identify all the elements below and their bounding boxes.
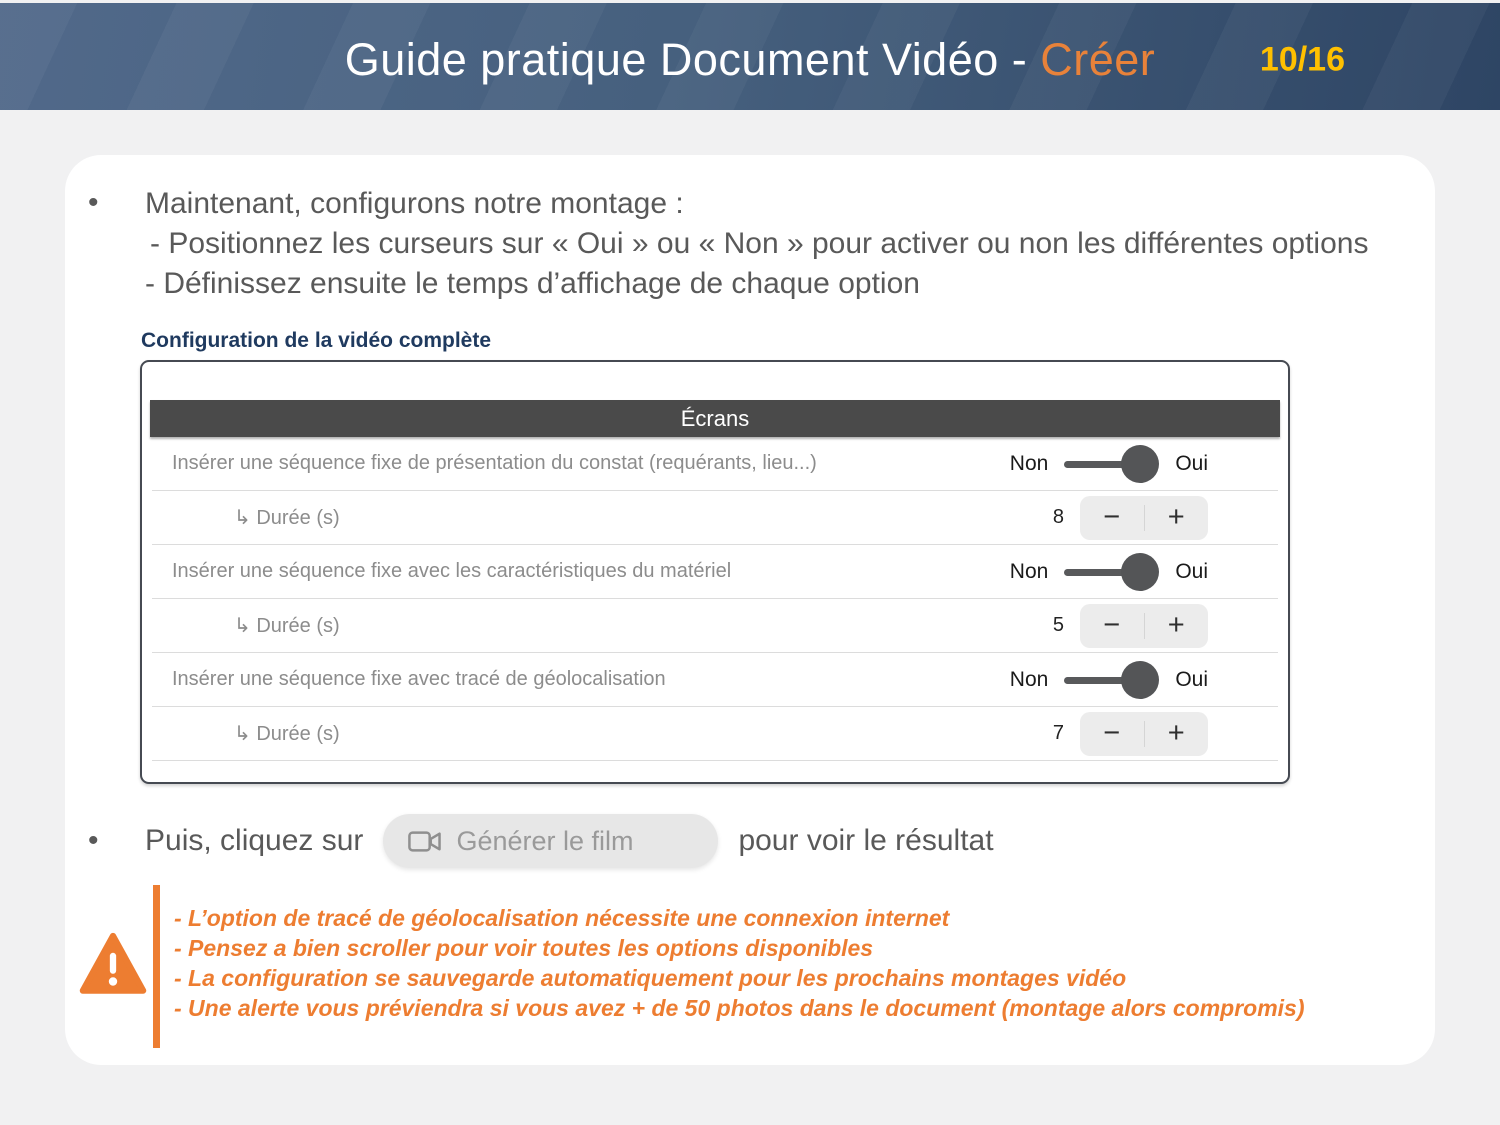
duration-value: 5 — [1052, 614, 1064, 636]
generate-text-after: pour voir le résultat — [738, 824, 994, 857]
option-row-presentation — [152, 437, 1278, 491]
config-panel-label: Configuration de la vidéo complète — [141, 329, 492, 352]
section-header-ecrans: Écrans — [150, 400, 1280, 437]
intro-text — [145, 184, 1368, 304]
option-row-materiel — [152, 545, 1278, 599]
generate-film-button[interactable] — [383, 814, 718, 868]
warning-line: - La configuration se sauvegarde automatiquement pour les prochains montages vidéo — [174, 965, 1127, 991]
intro-title: Maintenant, configurons notre montage : — [145, 187, 684, 220]
toggle-off-label: Non — [1009, 667, 1049, 691]
duration-label: ↳ Durée (s) — [234, 615, 340, 637]
duration-row-presentation — [152, 491, 1278, 545]
minus-button[interactable]: − — [1103, 609, 1121, 641]
warning-accent-bar — [153, 885, 160, 1048]
warning-lines — [160, 885, 1305, 1048]
duration-label: ↳ Durée (s) — [234, 507, 340, 529]
minus-button[interactable]: − — [1103, 501, 1121, 533]
toggle-knob[interactable] — [1121, 661, 1159, 699]
toggle-geolocalisation[interactable] — [1010, 661, 1208, 699]
plus-button[interactable]: + — [1167, 717, 1185, 749]
generate-instruction — [88, 814, 994, 868]
intro-sub2: - Définissez ensuite le temps d’affichage de chaque option — [145, 267, 920, 300]
page-title-accent: Créer — [1040, 33, 1156, 85]
toggle-on-label: Oui — [1175, 667, 1208, 691]
page-indicator: 10/16 — [1259, 40, 1345, 79]
duration-value: 8 — [1052, 506, 1064, 528]
bullet-icon: • — [88, 824, 99, 857]
duration-stepper — [1080, 496, 1208, 540]
toggle-slider[interactable] — [1064, 553, 1159, 591]
duration-stepper — [1080, 712, 1208, 756]
option-label: Insérer une séquence fixe avec les caractéristiques du matériel — [172, 560, 732, 582]
video-camera-icon — [407, 828, 443, 855]
bullet-icon: • — [88, 186, 99, 219]
option-row-geolocalisation — [152, 653, 1278, 707]
generate-button-label: Générer le film — [456, 825, 634, 856]
toggle-knob[interactable] — [1121, 445, 1159, 483]
toggle-on-label: Oui — [1175, 559, 1208, 583]
page-title — [345, 28, 1156, 86]
content-card — [65, 155, 1435, 1065]
warning-line: - Une alerte vous préviendra si vous avez + de 50 photos dans le document (montage alors compromis) — [174, 995, 1305, 1021]
intro-block — [88, 184, 1368, 304]
config-panel — [140, 360, 1290, 784]
toggle-slider[interactable] — [1064, 445, 1159, 483]
option-label: Insérer une séquence fixe de présentation du constat (requérants, lieu...) — [172, 452, 817, 474]
minus-button[interactable]: − — [1103, 717, 1121, 749]
toggle-materiel[interactable] — [1010, 553, 1208, 591]
header-banner — [0, 3, 1500, 110]
warning-line: - L’option de tracé de géolocalisation nécessite une connexion internet — [174, 905, 950, 931]
toggle-presentation[interactable] — [1010, 445, 1208, 483]
toggle-on-label: Oui — [1175, 451, 1208, 475]
duration-stepper — [1080, 604, 1208, 648]
toggle-slider[interactable] — [1064, 661, 1159, 699]
intro-sub1: - Positionnez les curseurs sur « Oui » ou « Non » pour activer ou non les différentes options — [150, 227, 1369, 260]
plus-button[interactable]: + — [1167, 609, 1185, 641]
warnings-block — [78, 885, 1305, 1048]
duration-row-materiel — [152, 599, 1278, 653]
toggle-off-label: Non — [1009, 559, 1049, 583]
page-title-main: Guide pratique Document Vidéo - — [344, 33, 1041, 85]
plus-button[interactable]: + — [1167, 501, 1185, 533]
warning-line: - Pensez a bien scroller pour voir toutes les options disponibles — [174, 935, 874, 961]
generate-text-before: Puis, cliquez sur — [145, 824, 364, 857]
toggle-knob[interactable] — [1121, 553, 1159, 591]
duration-label: ↳ Durée (s) — [234, 723, 340, 745]
duration-row-geolocalisation — [152, 707, 1278, 761]
toggle-off-label: Non — [1009, 451, 1049, 475]
duration-value: 7 — [1052, 722, 1064, 744]
option-rows — [152, 437, 1278, 761]
option-label: Insérer une séquence fixe avec tracé de géolocalisation — [172, 668, 666, 690]
warning-triangle-icon — [78, 918, 148, 1010]
